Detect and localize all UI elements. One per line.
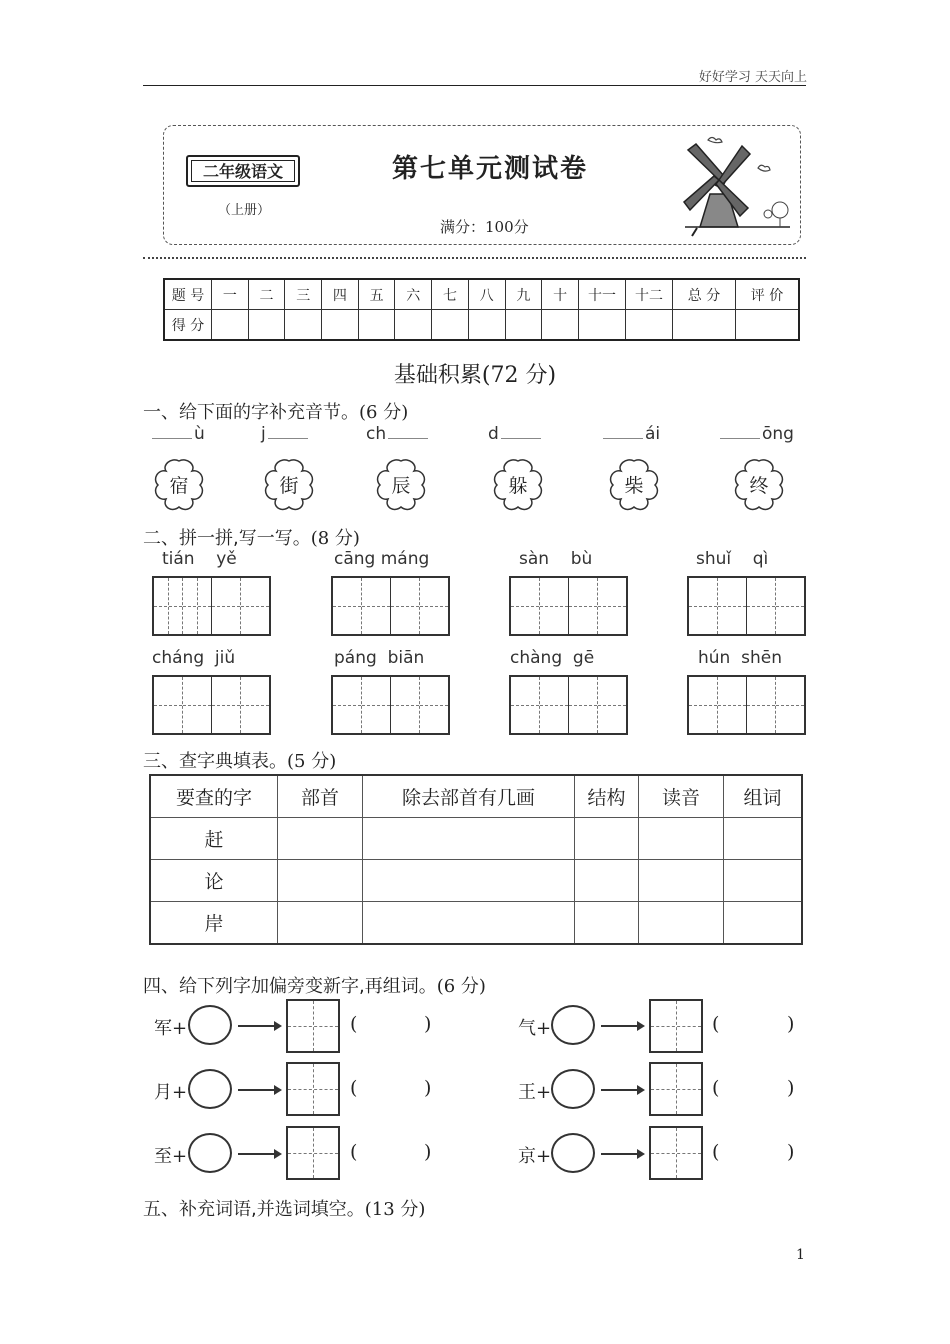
score-cell[interactable] <box>248 310 285 341</box>
q4-title-text: 四、给下列字加偏旁变新字,再组词。 <box>143 976 437 997</box>
dict-header: 读音 <box>639 775 724 818</box>
score-cell[interactable] <box>579 310 626 341</box>
q2-pinyin <box>696 549 768 569</box>
pinyin-syllable: hún <box>698 648 731 668</box>
dict-char: 论 <box>150 860 278 902</box>
q4-paren-close: ) <box>424 1141 432 1163</box>
q4-paren-open: ( <box>712 1077 720 1099</box>
q4-paren-open: ( <box>350 1077 358 1099</box>
grade-label: 二年级语文 <box>191 160 295 182</box>
q4-char: 王 <box>518 1082 536 1103</box>
q2-pinyin <box>519 549 592 569</box>
score-value-row <box>164 310 799 341</box>
dict-cell[interactable] <box>575 860 639 902</box>
answer-box[interactable] <box>286 1062 340 1116</box>
pinyin-syllable: shēn <box>741 648 783 668</box>
score-col: 一 <box>212 279 249 310</box>
q4-char: 气 <box>518 1018 536 1039</box>
pinyin-syllable: qì <box>752 549 769 569</box>
q1-title-text: 一、给下面的字补充音节。 <box>143 402 359 423</box>
score-col-label: 题 号 <box>164 279 212 310</box>
pinyin-syllable: yě <box>216 549 237 569</box>
pinyin-syllable: gē <box>572 648 595 668</box>
score-header-row <box>164 279 799 310</box>
q4-char: 至 <box>154 1146 172 1167</box>
pinyin-syllable: máng <box>380 549 430 569</box>
q4-paren-open: ( <box>712 1013 720 1035</box>
pinyin-prefix: j <box>261 424 266 444</box>
pinyin-syllable: jiǔ <box>214 648 236 668</box>
dict-cell[interactable] <box>639 902 724 945</box>
answer-box[interactable] <box>649 1062 703 1116</box>
q1-char: 街 <box>279 475 299 497</box>
flower-frame <box>374 457 428 515</box>
dict-char: 岸 <box>150 902 278 945</box>
writing-grid[interactable] <box>687 576 806 636</box>
arrow-icon <box>238 1025 280 1027</box>
score-col: 七 <box>432 279 469 310</box>
q3-title <box>143 747 336 773</box>
score-cell[interactable] <box>395 310 432 341</box>
arrow-icon <box>601 1089 643 1091</box>
score-cell[interactable] <box>626 310 673 341</box>
arrow-icon <box>238 1153 280 1155</box>
q1-pinyin-6 <box>718 424 794 444</box>
pinyin-blank[interactable] <box>720 424 760 439</box>
pinyin-prefix: d <box>488 424 499 444</box>
plus-sign: + <box>172 1018 188 1039</box>
q2-pinyin <box>334 648 424 668</box>
q4-char: 军 <box>154 1018 172 1039</box>
pinyin-syllable: páng <box>334 648 377 668</box>
arrow-icon <box>601 1025 643 1027</box>
pinyin-blank[interactable] <box>603 424 643 439</box>
page-title: 第七单元测试卷 <box>391 154 588 184</box>
q1-char: 宿 <box>169 475 189 497</box>
writing-grid[interactable] <box>687 675 806 735</box>
q1-pinyin-4 <box>488 424 543 444</box>
dict-char: 赶 <box>150 818 278 860</box>
q2-pinyin <box>510 648 594 668</box>
writing-grid[interactable] <box>509 576 628 636</box>
q5-points: (13 分) <box>364 1199 426 1220</box>
page-number: 1 <box>796 1247 805 1263</box>
answer-box[interactable] <box>286 999 340 1053</box>
q1-points: (6 分) <box>359 402 409 423</box>
radical-circle[interactable] <box>551 1069 595 1109</box>
q4-paren-open: ( <box>350 1013 358 1035</box>
dict-cell[interactable] <box>639 818 724 860</box>
score-cell[interactable] <box>285 310 322 341</box>
dict-cell[interactable] <box>363 818 575 860</box>
q1-char: 辰 <box>391 475 411 497</box>
dict-cell[interactable] <box>575 902 639 945</box>
writing-grid[interactable] <box>509 675 628 735</box>
q1-char: 躲 <box>508 475 528 497</box>
dotted-separator <box>143 257 806 259</box>
section-heading: 基础积累(72 分) <box>393 363 557 388</box>
score-cell[interactable] <box>736 310 800 341</box>
q4-base <box>154 1014 187 1040</box>
q1-char: 终 <box>749 475 769 497</box>
q4-base <box>154 1078 187 1104</box>
answer-box[interactable] <box>286 1126 340 1180</box>
score-col: 九 <box>505 279 542 310</box>
score-col: 二 <box>248 279 285 310</box>
dict-cell[interactable] <box>724 902 803 945</box>
dict-header: 组词 <box>724 775 803 818</box>
q3-title-text: 三、查字典填表。 <box>143 751 287 772</box>
dict-cell[interactable] <box>278 818 363 860</box>
pinyin-syllable: shuǐ <box>696 549 732 569</box>
q2-pinyin <box>698 648 782 668</box>
pinyin-syllable: chàng <box>510 648 563 668</box>
plus-sign: + <box>536 1146 552 1167</box>
dict-cell[interactable] <box>639 860 724 902</box>
score-col: 八 <box>468 279 505 310</box>
flower-frame <box>491 457 545 515</box>
q4-points: (6 分) <box>436 976 486 997</box>
pinyin-syllable: bù <box>570 549 593 569</box>
writing-grid[interactable] <box>331 576 450 636</box>
score-col: 十 <box>542 279 579 310</box>
radical-circle[interactable] <box>551 1133 595 1173</box>
pinyin-suffix: ù <box>194 424 205 444</box>
score-cell[interactable] <box>542 310 579 341</box>
writing-grid[interactable] <box>152 576 271 636</box>
q4-base <box>518 1078 551 1104</box>
table-row <box>150 860 802 902</box>
score-cell[interactable] <box>673 310 736 341</box>
score-col: 十一 <box>579 279 626 310</box>
q4-paren-close: ) <box>787 1013 795 1035</box>
q4-char: 月 <box>154 1082 172 1103</box>
score-col: 四 <box>322 279 359 310</box>
dictionary-table <box>149 774 803 945</box>
pinyin-blank[interactable] <box>388 424 428 439</box>
score-col: 十二 <box>626 279 673 310</box>
dict-header: 结构 <box>575 775 639 818</box>
q2-pinyin <box>152 648 235 668</box>
pinyin-syllable: tián <box>162 549 195 569</box>
q5-title-text: 五、补充词语,并选词填空。 <box>143 1199 365 1220</box>
q4-paren-open: ( <box>350 1141 358 1163</box>
dict-header: 部首 <box>278 775 363 818</box>
q4-char: 京 <box>518 1146 536 1167</box>
pinyin-syllable: cháng <box>152 648 205 668</box>
pinyin-blank[interactable] <box>152 424 192 439</box>
q2-points: (8 分) <box>310 528 360 549</box>
dict-cell[interactable] <box>724 818 803 860</box>
score-cell[interactable] <box>432 310 469 341</box>
pinyin-syllable: sàn <box>519 549 550 569</box>
pinyin-syllable: cāng <box>334 549 376 569</box>
dict-cell[interactable] <box>278 860 363 902</box>
q1-pinyin-3 <box>366 424 430 444</box>
windmill-illustration-icon <box>680 132 795 240</box>
dict-cell[interactable] <box>363 902 575 945</box>
flower-frame <box>152 457 206 515</box>
score-cell[interactable] <box>505 310 542 341</box>
dict-header-row <box>150 775 802 818</box>
q1-pinyin-2 <box>261 424 310 444</box>
q1-pinyin-1 <box>150 424 205 444</box>
writing-grid[interactable] <box>331 675 450 735</box>
q1-title <box>143 398 408 424</box>
score-cell[interactable] <box>358 310 395 341</box>
pinyin-prefix: ch <box>366 424 387 444</box>
flower-frame <box>607 457 661 515</box>
score-cell[interactable] <box>322 310 359 341</box>
arrow-icon <box>238 1089 280 1091</box>
score-cell[interactable] <box>212 310 249 341</box>
plus-sign: + <box>536 1082 552 1103</box>
dict-header: 要查的字 <box>150 775 278 818</box>
dict-cell[interactable] <box>278 902 363 945</box>
score-col-total: 总 分 <box>673 279 736 310</box>
pinyin-suffix: ōng <box>762 424 794 444</box>
radical-circle[interactable] <box>188 1069 232 1109</box>
plus-sign: + <box>536 1018 552 1039</box>
radical-circle[interactable] <box>551 1005 595 1045</box>
radical-circle[interactable] <box>188 1133 232 1173</box>
score-col: 五 <box>358 279 395 310</box>
q4-base <box>518 1142 551 1168</box>
q4-paren-close: ) <box>424 1013 432 1035</box>
score-col-eval: 评 价 <box>736 279 800 310</box>
q4-paren-close: ) <box>424 1077 432 1099</box>
table-row <box>150 818 802 860</box>
grade-badge <box>186 155 300 187</box>
q4-base <box>518 1014 551 1040</box>
score-col: 六 <box>395 279 432 310</box>
q4-paren-close: ) <box>787 1077 795 1099</box>
score-table <box>163 278 800 341</box>
full-score: 满分：100分 <box>440 218 529 236</box>
dict-cell[interactable] <box>724 860 803 902</box>
dict-cell[interactable] <box>363 860 575 902</box>
header-rule <box>143 85 806 86</box>
q5-title <box>143 1195 425 1221</box>
writing-grid[interactable] <box>152 675 271 735</box>
score-row-label: 得 分 <box>164 310 212 341</box>
q1-char: 柴 <box>624 475 644 497</box>
pinyin-blank[interactable] <box>268 424 308 439</box>
q4-paren-close: ) <box>787 1141 795 1163</box>
pinyin-syllable: biān <box>387 648 425 668</box>
q2-title <box>143 524 360 550</box>
score-col: 三 <box>285 279 322 310</box>
q4-title <box>143 972 486 998</box>
radical-circle[interactable] <box>188 1005 232 1045</box>
q4-base <box>154 1142 187 1168</box>
arrow-icon <box>601 1153 643 1155</box>
q4-paren-open: ( <box>712 1141 720 1163</box>
plus-sign: + <box>172 1146 188 1167</box>
score-cell[interactable] <box>468 310 505 341</box>
volume-label: （上册） <box>218 203 271 218</box>
q2-pinyin <box>334 549 429 569</box>
q1-pinyin-5 <box>601 424 660 444</box>
q2-pinyin <box>162 549 237 569</box>
pinyin-blank[interactable] <box>501 424 541 439</box>
pinyin-suffix: ái <box>645 424 661 444</box>
dict-header: 除去部首有几画 <box>363 775 575 818</box>
q2-title-text: 二、拼一拼,写一写。 <box>143 528 311 549</box>
header-motto: 好好学习 天天向上 <box>698 70 807 85</box>
q3-points: (5 分) <box>287 751 337 772</box>
plus-sign: + <box>172 1082 188 1103</box>
flower-frame <box>732 457 786 515</box>
flower-frame <box>262 457 316 515</box>
answer-box[interactable] <box>649 1126 703 1180</box>
dict-cell[interactable] <box>575 818 639 860</box>
table-row <box>150 902 802 945</box>
answer-box[interactable] <box>649 999 703 1053</box>
